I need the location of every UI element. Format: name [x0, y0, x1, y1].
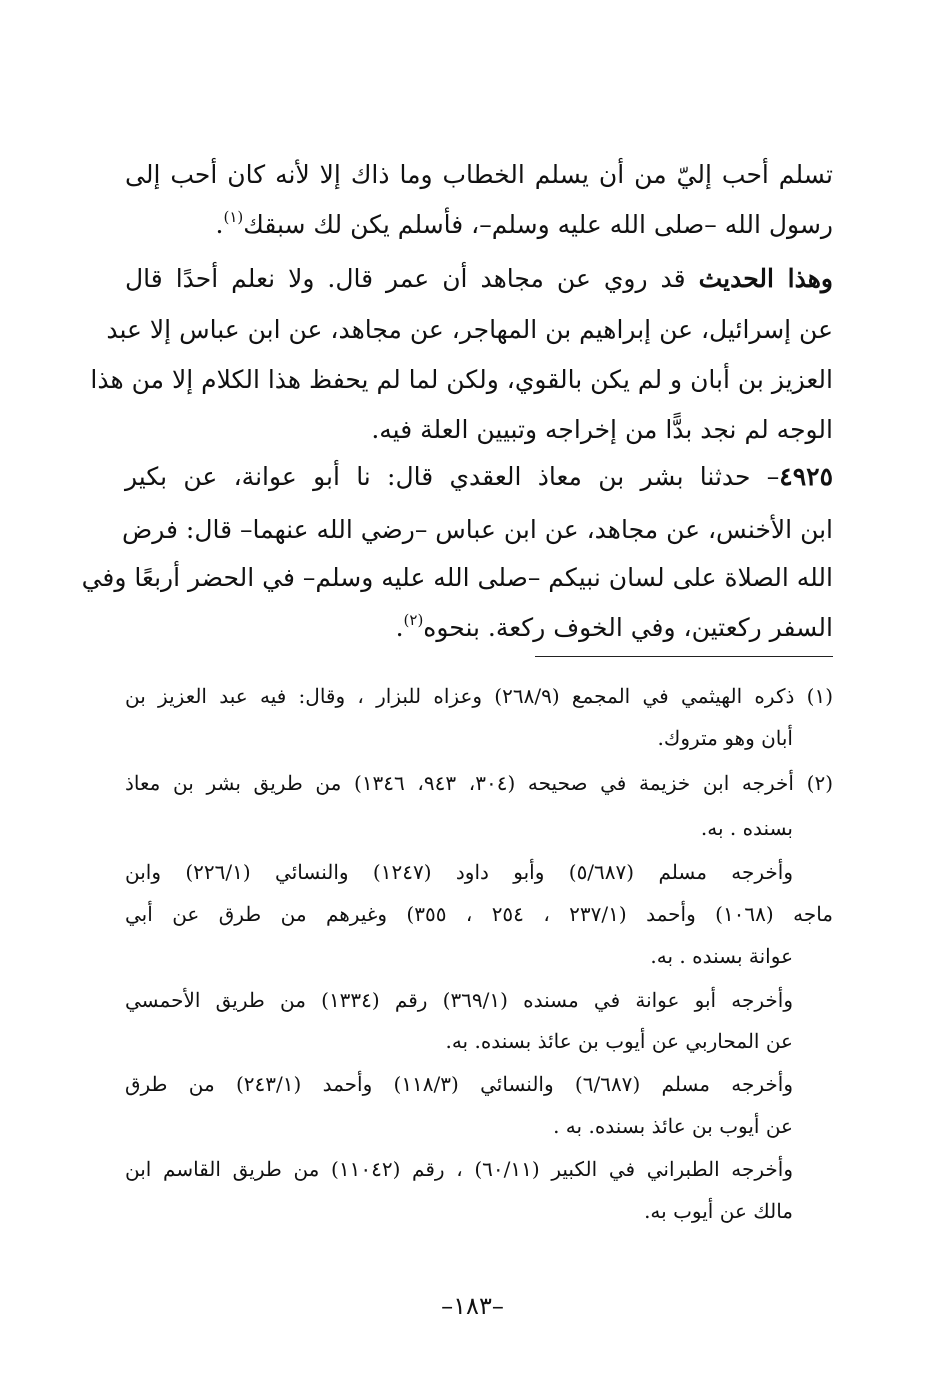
text-span: .: [215, 210, 224, 239]
text-line: [125, 259, 833, 299]
text-line: [216, 205, 833, 245]
section-lead: وهذا الحديث: [698, 264, 834, 293]
text-line: [90, 360, 833, 400]
footnote-line: (١) ذكره الهيثمي في المجمع (٢٦٨/٩) وعزاه للبزار ، وقال: فيه عبد العزيز بن: [125, 684, 833, 708]
text-span: رسول الله –صلى الله عليه وسلم–، فأسلم يكن لك سبقك: [243, 210, 833, 239]
footnote-line: وأخرجه أبو عوانة في مسنده (٣٦٩/١) رقم (١٣٣٤) من طريق الأحمسي: [125, 988, 793, 1012]
footnote-line: وأخرجه مسلم (٥/٦٨٧) وأبو داود (١٢٤٧) والنسائي (٢٢٦/١) وابن: [125, 860, 793, 884]
text-span: الوجه لم نجد بدًّا من إخراجه وتبيين العلة فيه.: [371, 415, 833, 444]
footnote-line: (٢) أخرجه ابن خزيمة في صحيحه (٣٠٤، ٩٤٣، ١٣٤٦) من طريق بشر بن معاذ: [125, 771, 833, 795]
text-line: [81, 558, 833, 598]
footnote-line: بسنده . به.: [700, 816, 793, 840]
footnote-ref-1[interactable]: (١): [223, 208, 244, 227]
text-line: [371, 410, 833, 450]
text-line: [106, 310, 833, 350]
footnote-line: أبان وهو متروك.: [657, 726, 793, 750]
text-span: العزيز بن أبان و لم يكن بالقوي، ولكن لما لم يحفظ هذا الكلام إلا من هذا: [90, 365, 833, 394]
footnote-line: عن المحاربي عن أيوب بن عائذ بسنده. به.: [445, 1029, 793, 1053]
text-span: عن إسرائيل، عن إبراهيم بن المهاجر، عن مجاهد، عن ابن عباس إلا عبد: [106, 315, 833, 344]
text-span: – حدثنا بشر بن معاذ العقدي قال: نا أبو عوانة، عن بكير: [125, 462, 780, 491]
footnote-line: وأخرجه مسلم (٦/٦٨٧) والنسائي (١١٨/٣) وأحمد (٢٤٣/١) من طرق: [125, 1072, 793, 1096]
footnote-line: مالك عن أيوب به.: [644, 1199, 793, 1223]
footnote-line: عن أيوب بن عائذ بسنده. به .: [553, 1114, 793, 1138]
page-number: –١٨٣–: [441, 1292, 504, 1320]
hadith-number: ٤٩٢٥: [779, 462, 833, 491]
footnote-line: عوانة بسنده . به.: [650, 944, 793, 968]
text-line: [125, 155, 833, 195]
text-span: ابن الأخنس، عن مجاهد، عن ابن عباس –رضي الله عنهما– قال: فرض: [122, 515, 833, 544]
text-span: الله الصلاة على لسان نبيكم –صلى الله عليه وسلم– في الحضر أربعًا وفي: [81, 563, 833, 592]
text-line: [396, 608, 833, 648]
footnote-divider: [535, 656, 833, 657]
text-span: .: [395, 613, 404, 642]
text-line: [122, 510, 833, 550]
text-span: قد روي عن مجاهد أن عمر قال. ولا نعلم أحدًا قال: [125, 264, 699, 293]
footnote-line: وأخرجه الطبراني في الكبير (٦٠/١١) ، رقم (١١٠٤٢) من طريق القاسم ابن: [125, 1157, 793, 1181]
text-span: السفر ركعتين، وفي الخوف ركعة. بنحوه: [423, 613, 833, 642]
footnote-line: ماجه (١٠٦٨) وأحمد (٢٣٧/١ ، ٢٥٤ ، ٣٥٥) وغيرهم من طرق عن أبي: [125, 902, 833, 926]
footnote-ref-2[interactable]: (٢): [403, 611, 424, 630]
text-span: تسلم أحب إليّ من أن يسلم الخطاب وما ذاك إلا لأنه كان أحب إلى: [125, 160, 833, 189]
text-line: [125, 457, 833, 497]
